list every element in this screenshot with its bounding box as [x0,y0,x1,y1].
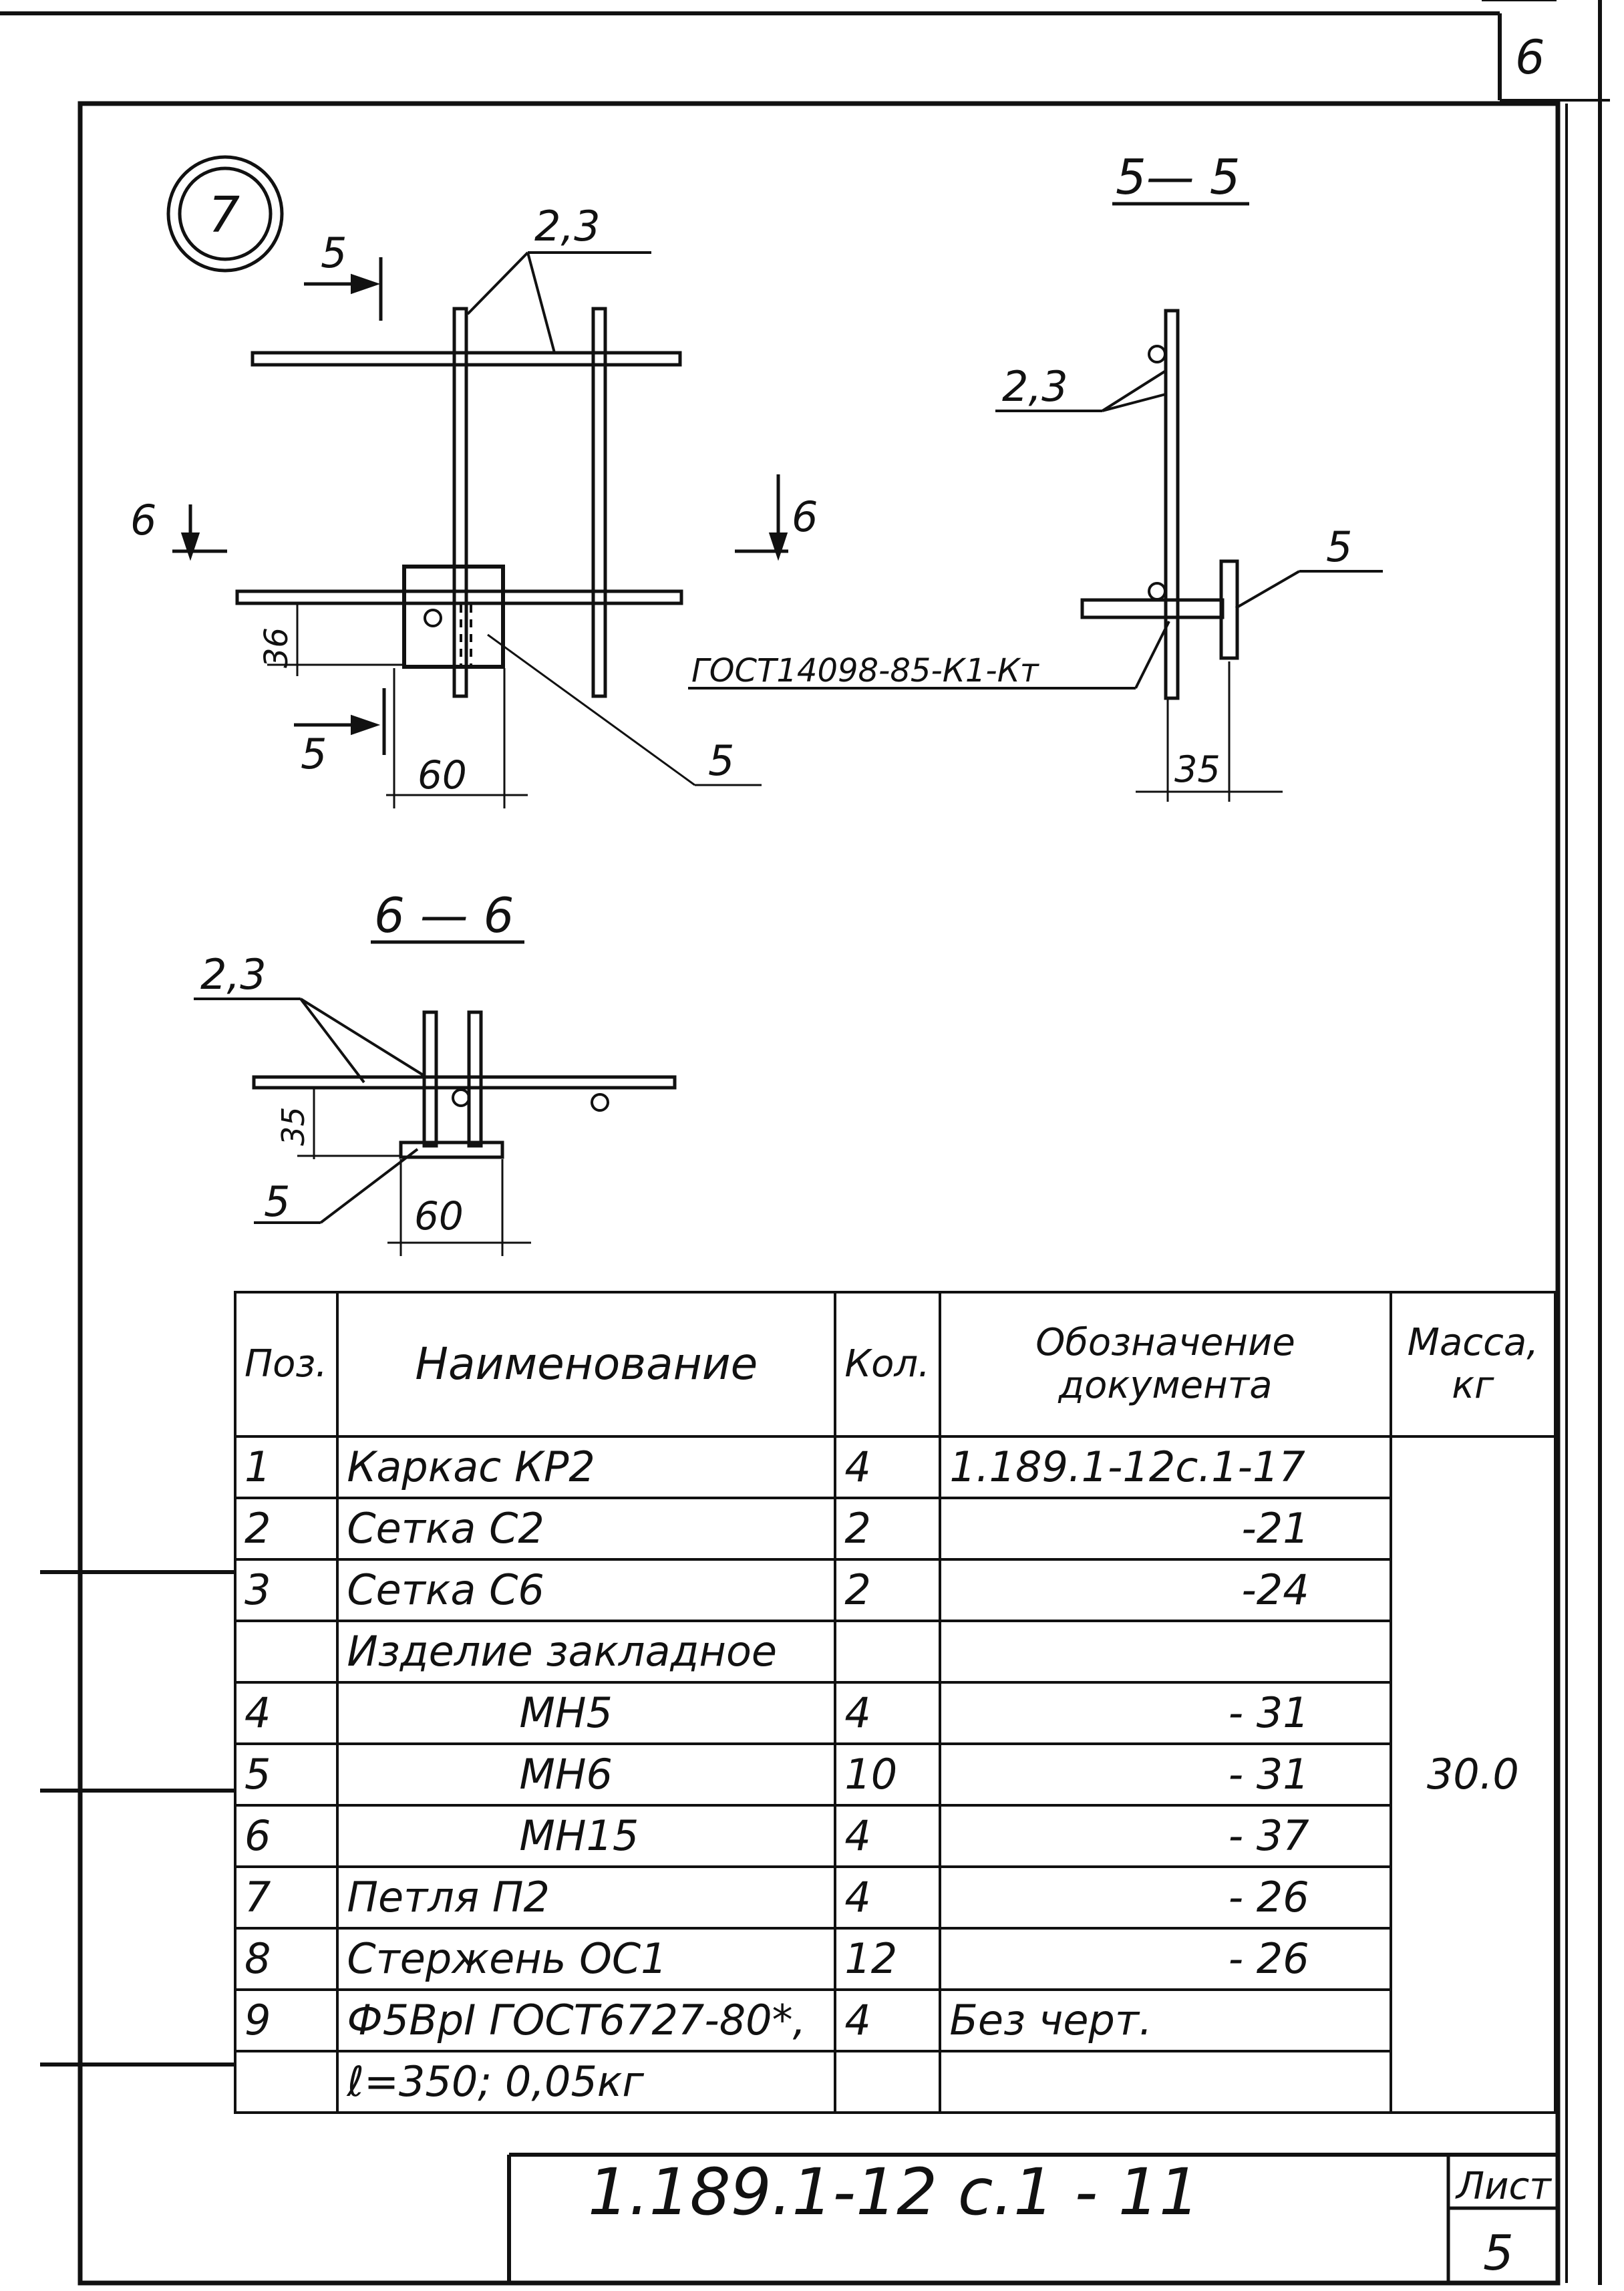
row-pos: 6 [235,1805,337,1867]
row-qty: 4 [835,1436,940,1498]
row-pos: 9 [235,1990,337,2051]
weld-note: ГОСТ14098-85-К1-Кт [691,652,1039,690]
header-pos: Поз. [235,1292,337,1436]
row-doc: 1.189.1-12с.1-17 [940,1436,1390,1498]
row-qty [835,2051,940,2113]
row-doc: - 26 [940,1928,1390,1990]
spec-row [235,1867,1555,1928]
row-name: МН6 [337,1744,835,1805]
section-5-5-title: 5— 5 [1116,149,1241,205]
row-pos: 7 [235,1867,337,1928]
spec-row [235,1436,1555,1498]
section-6-6-title: 6 — 6 [374,887,514,943]
plan-section-5-bottom: 5 [301,730,327,778]
section-6-6-part-label: 5 [264,1177,291,1226]
row-doc [940,1621,1390,1682]
plan-dim-vertical: 36 [258,627,295,668]
section-6-6-dim-width: 60 [414,1193,464,1239]
row-qty [835,1621,940,1682]
section-6-6-rebar-label: 2,3 [200,950,267,999]
row-pos: 8 [235,1928,337,1990]
row-doc: - 31 [940,1744,1390,1805]
row-name: Петля П2 [337,1867,835,1928]
plan-part-label: 5 [708,736,735,785]
plan-section-6-right: 6 [792,492,818,541]
page-number: 6 [1515,30,1545,85]
row-qty: 4 [835,1682,940,1744]
plan-dim-width: 60 [418,752,467,798]
header-qty: Кол. [835,1292,940,1436]
header-mass-line1: Масса, [1407,1321,1538,1364]
row-name: Стержень ОС1 [337,1928,835,1990]
row-doc: - 37 [940,1805,1390,1867]
row-doc [940,2051,1390,2113]
spec-row [235,1559,1555,1621]
plan-section-5-top: 5 [321,228,347,277]
spec-row [235,1682,1555,1744]
row-pos: 3 [235,1559,337,1621]
spec-row [235,1805,1555,1867]
row-name: Изделие закладное [337,1621,835,1682]
row-pos [235,1621,337,1682]
section-5-5-dim: 35 [1174,748,1221,790]
row-name: Сетка С2 [337,1498,835,1559]
sheet-label: Лист [1456,2165,1551,2208]
document-designation: 1.189.1-12 с.1 - 11 [588,2155,1200,2230]
section-5-5-rebar-label: 2,3 [1002,362,1068,411]
row-name: Ф5ВрⅠ ГОСТ6727-80*, [337,1990,835,2051]
spec-row [235,1621,1555,1682]
row-qty: 2 [835,1559,940,1621]
mass-total: 30.0 [1391,1436,1555,2113]
row-qty: 4 [835,1805,940,1867]
row-name: Каркас КР2 [337,1436,835,1498]
plan-section-6-left: 6 [130,496,157,545]
spec-header-row [235,1292,1555,1436]
row-qty: 10 [835,1744,940,1805]
section-5-5-part-label: 5 [1326,522,1353,571]
row-pos [235,2051,337,2113]
section-6-6-dim-vertical: 35 [275,1106,311,1146]
row-name: МН15 [337,1805,835,1867]
header-doc [940,1292,1390,1436]
row-doc: -21 [940,1498,1390,1559]
row-qty: 4 [835,1990,940,2051]
row-qty: 4 [835,1867,940,1928]
spec-row [235,1990,1555,2051]
plan-rebar-label: 2,3 [534,202,601,251]
row-pos: 2 [235,1498,337,1559]
header-name-text: Наименование [415,1338,758,1390]
spec-row [235,1928,1555,1990]
header-doc-line1: Обозначение [1035,1321,1295,1364]
spec-row [235,1498,1555,1559]
row-doc: -24 [940,1559,1390,1621]
row-doc: Без черт. [940,1990,1390,2051]
header-mass [1391,1292,1555,1436]
spec-row [235,1744,1555,1805]
header-name [337,1292,835,1436]
row-name: МН5 [337,1682,835,1744]
plan-labels [130,186,818,798]
detail-marker-number: 7 [208,186,240,244]
row-qty: 2 [835,1498,940,1559]
plan-view [168,157,788,808]
row-doc: - 31 [940,1682,1390,1744]
row-pos: 1 [235,1436,337,1498]
row-pos: 5 [235,1744,337,1805]
row-name: ℓ=350; 0,05кг [337,2051,835,2113]
sheet-number: 5 [1483,2225,1514,2281]
row-doc: - 26 [940,1867,1390,1928]
spec-row [235,2051,1555,2113]
specification-table [234,1291,1557,2114]
row-pos: 4 [235,1682,337,1744]
header-mass-line2: кг [1452,1364,1494,1407]
row-name: Сетка С6 [337,1559,835,1621]
header-doc-line2: документа [1058,1364,1273,1407]
row-qty: 12 [835,1928,940,1990]
section-5-5-labels [691,149,1352,790]
section-6-6-labels [200,887,514,1239]
